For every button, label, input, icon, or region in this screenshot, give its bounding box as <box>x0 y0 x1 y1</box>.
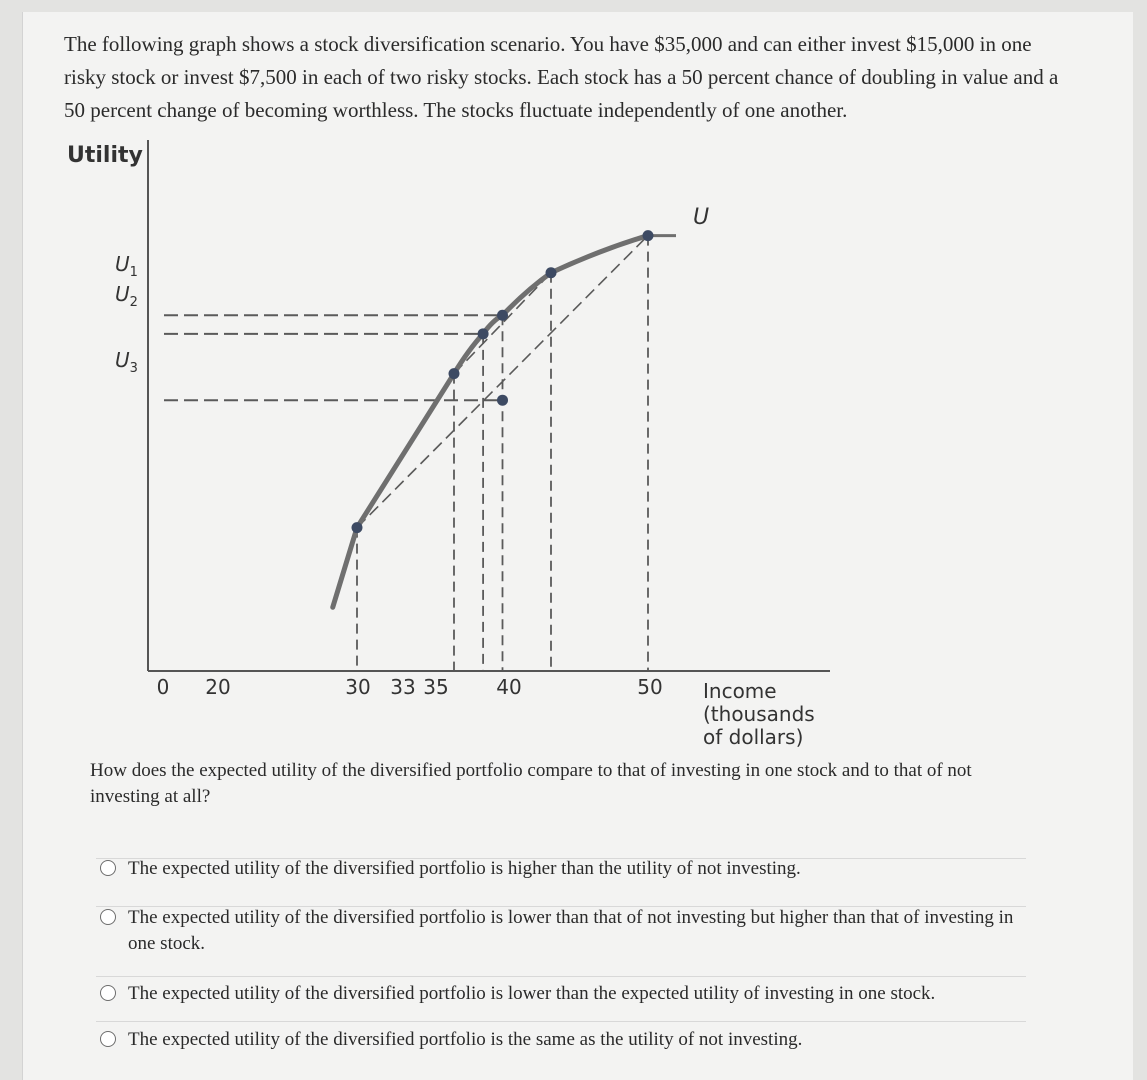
answer-option-1[interactable] <box>100 856 1030 882</box>
answer-option-text: The expected utility of the diversified portfolio is lower than that of not investing but higher than that of investing in one stock. <box>128 907 1014 954</box>
curve-point-35 <box>497 395 508 406</box>
curve-point-50 <box>643 230 654 241</box>
x-tick-label-50: 50 <box>637 675 663 699</box>
option-separator <box>96 1021 1026 1022</box>
curve-label: U <box>693 205 710 230</box>
y-axis-title: Utility <box>67 143 143 168</box>
x-tick-label-30: 30 <box>345 675 371 699</box>
radio-button[interactable] <box>100 1031 116 1047</box>
curve-point-30 <box>449 368 460 379</box>
chart-labels <box>67 143 815 749</box>
answer-option-3[interactable] <box>100 981 1030 1007</box>
utility-curve-layer <box>333 236 676 608</box>
answer-option-text: The expected utility of the diversified portfolio is lower than the expected utility of investing in one stock. <box>128 983 936 1004</box>
x-axis-title: Income (thousands of dollars) <box>703 679 815 749</box>
y-tick-label-u3: $U_3$ <box>115 348 138 376</box>
curve-point-33 <box>478 328 489 339</box>
curve-point-35 <box>497 310 508 321</box>
answer-option-text: The expected utility of the diversified portfolio is the same as the utility of not investing. <box>128 1029 803 1050</box>
x-tick-label-20: 20 <box>205 675 231 699</box>
utility-curve <box>333 236 648 608</box>
question-text: How does the expected utility of the diversified portfolio compare to that of investing in one stock and to that of not investing at all? <box>90 760 972 807</box>
radio-button[interactable] <box>100 909 116 925</box>
answer-option-2[interactable] <box>100 905 1030 957</box>
curve-point-20 <box>352 522 363 533</box>
x-tick-label-40: 40 <box>496 675 522 699</box>
answer-option-4[interactable] <box>100 1027 1030 1053</box>
radio-button[interactable] <box>100 860 116 876</box>
option-separator <box>96 976 1026 977</box>
radio-button[interactable] <box>100 985 116 1001</box>
y-tick-label-u1: $U_1$ <box>115 252 138 280</box>
x-tick-label-35: 35 <box>423 675 449 699</box>
curve-point-40 <box>546 267 557 278</box>
x-tick-label-33: 33 <box>390 675 416 699</box>
problem-intro: The following graph shows a stock diversification scenario. You have $35,000 and can either invest $15,000 in one risky stock or invest $7,500 in each of two risky stocks. Each stock has a 50 percent chance of doubling in value and a 50 percent change of becoming worthless. The stocks fluctuate independently of one another. <box>64 32 1059 122</box>
x-tick-label-0: 0 <box>156 675 170 699</box>
chart-axes <box>148 140 830 671</box>
answer-option-text: The expected utility of the diversified portfolio is higher than the utility of not investing. <box>128 858 801 879</box>
y-tick-label-u2: $U_2$ <box>115 282 138 310</box>
